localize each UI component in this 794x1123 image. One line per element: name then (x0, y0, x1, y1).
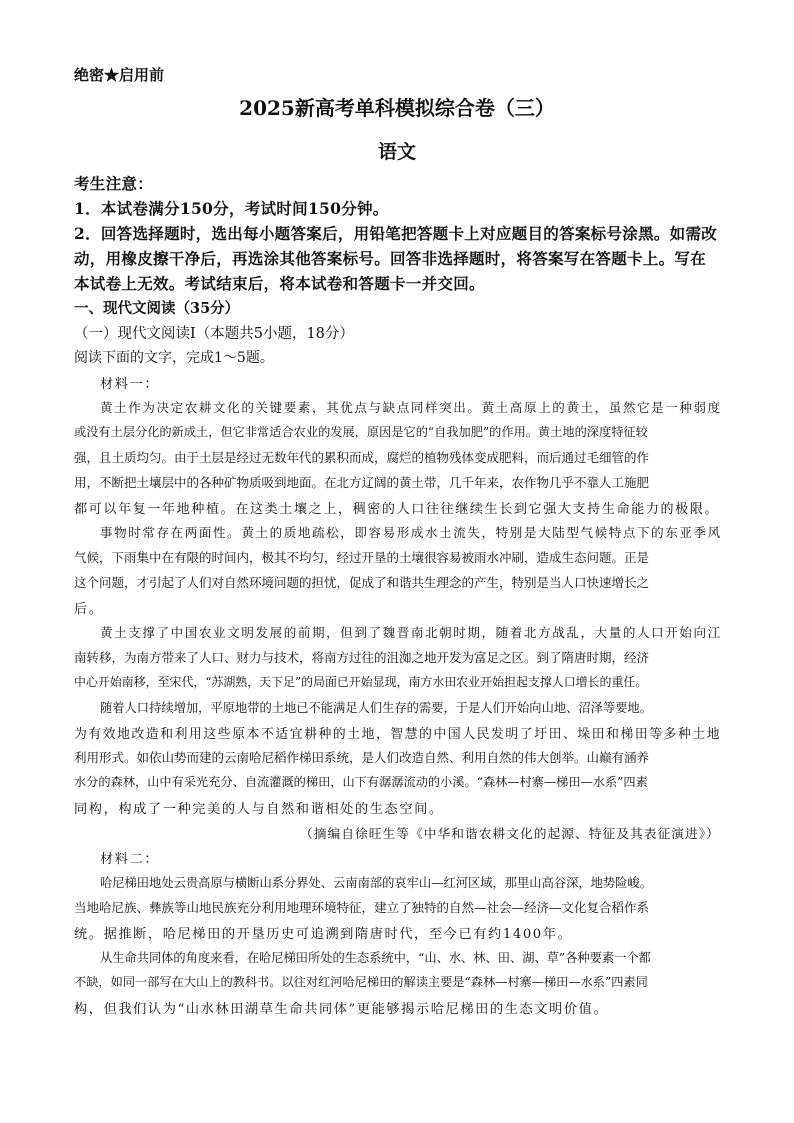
paragraph-line: 强，且土质均匀。由于土层是经过无数年代的累积而成，腐烂的植物残体变成肥料，而后通过毛细管的作 (74, 450, 650, 465)
subsection-heading: （一）现代文阅读Ⅰ（本题共5小题，18分） (74, 326, 354, 342)
paragraph-line: 从生命共同体的角度来看，在哈尼梯田所处的生态系统中，“山、水、林、田、湖、草”各种要素一个都 (100, 951, 651, 965)
notice-line: 2．回答选择题时，选出每小题答案后，用铅笔把答题卡上对应题目的答案标号涂黑。如需改 (74, 224, 718, 243)
material-label: 材料一： (100, 377, 160, 392)
source-credit: （摘编自徐旺生等《中华和谐农耕文化的起源、特征及其表征演进》） (300, 827, 720, 842)
paragraph-line: 哈尼梯田地处云贵高原与横断山系分界处、云南南部的哀牢山—红河区域，那里山高谷深，地势险峻。 (100, 876, 652, 890)
confidential-label: 绝密★启用前 (74, 66, 165, 84)
paragraph-line: 这个问题，才引起了人们对自然环境问题的担忧，促成了和谐共生理念的产生，特别是当人口快速增长之 (74, 575, 650, 590)
paragraph-line: 黄土支撑了中国农业文明发展的前期，但到了魏晋南北朝时期，随着北方战乱，大量的人口开始向江 (100, 625, 722, 640)
notice-heading: 考生注意： (74, 174, 154, 193)
paragraph-line: 用，不断把土壤层中的各种矿物质吸到地面。在北方辽阔的黄土带，几千年来，农作物几乎不靠人工施肥 (74, 475, 650, 490)
paragraph-line: 事物时常存在两面性。黄土的质地疏松，即容易形成水土流失，特别是大陆型气候特点下的东亚季风 (100, 525, 722, 540)
subject-title: 语文 (377, 141, 416, 163)
paragraph-line: 构，但我们认为“山水林田湖草生命共同体”更能够揭示哈尼梯田的生态文明价值。 (74, 1002, 609, 1017)
notice-line: 本试卷上无效。考试结束后，将本试卷和答题卡一并交回。 (74, 274, 485, 293)
paragraph-line: 不缺，如同一部写在大山上的教科书。以往对红河哈尼梯田的解读主要是“森林—村寨—梯田—水系”四素同 (74, 975, 648, 989)
material-label: 材料二： (100, 852, 160, 867)
paragraph-line: 随着人口持续增加，平原地带的土地已不能满足人们生存的需要，于是人们开始向山地、沼泽等要地。 (100, 701, 652, 715)
paragraph-line: 统。据推断，哈尼梯田的开垦历史可追溯到隋唐时代，至今已有约1400年。 (74, 927, 573, 942)
paragraph-line: 水分的森林，山中有采光充分、自流灌溉的梯田，山下有潺潺流动的小溪。“森林—村寨—梯田—水系”四素 (74, 775, 648, 789)
paragraph-line: 同构，构成了一种完美的人与自然和谐相处的生态空间。 (74, 802, 444, 817)
paragraph-line: 中心开始南移，至宋代，“苏湖熟，天下足”的局面已开始显现，南方水田农业开始担起支撑人口增长的重任。 (74, 675, 648, 689)
section-heading: 一、现代文阅读（35分） (74, 300, 240, 317)
reading-instruction: 阅读下面的文字，完成1～5题。 (74, 350, 274, 366)
notice-line: 动，用橡皮擦干净后，再选涂其他答案标号。回答非选择题时，将答案写在答题卡上。写在 (74, 249, 707, 268)
paragraph-line: 为有效地改造和利用这些原本不适宜耕种的土地，智慧的中国人民发明了圩田、垛田和梯田等多种土地 (74, 727, 722, 742)
paragraph-line: 黄土作为决定农耕文化的关键要素，其优点与缺点同样突出。黄土高原上的黄土，虽然它是一种弱度 (100, 400, 722, 415)
notice-line: 1．本试卷满分150分，考试时间150分钟。 (74, 199, 389, 218)
paragraph-line: 或没有土层分化的新成土，但它非常适合农业的发展，原因是它的“自我加肥”的作用。黄土地的深度特征较 (74, 425, 648, 439)
paragraph-line: 后。 (74, 602, 104, 617)
paragraph-line: 南转移，为南方带来了人口、财力与技术，将南方过往的沮洳之地开发为富足之区。到了隋唐时期，经济 (74, 650, 650, 665)
paragraph-line: 当地哈尼族、彝族等山地民族充分利用地理环境特征，建立了独特的自然—社会—经济—文化复合稻作系 (74, 900, 650, 915)
paragraph-line: 气候，下雨集中在有限的时间内，极其不均匀，经过开垦的土壤很容易被雨水冲刷，造成生态问题。正是 (74, 550, 650, 565)
exam-title: 2025新高考单科模拟综合卷（三） (239, 96, 555, 120)
paragraph-line: 都可以年复一年地种植。在这类土壤之上，稠密的人口往往继续生长到它强大支持生命能力的极限。 (74, 502, 720, 517)
paragraph-line: 利用形式。如依山势而建的云南哈尼稻作梯田系统，是人们改造自然、利用自然的伟大创举。山巅有涵养 (74, 750, 650, 765)
